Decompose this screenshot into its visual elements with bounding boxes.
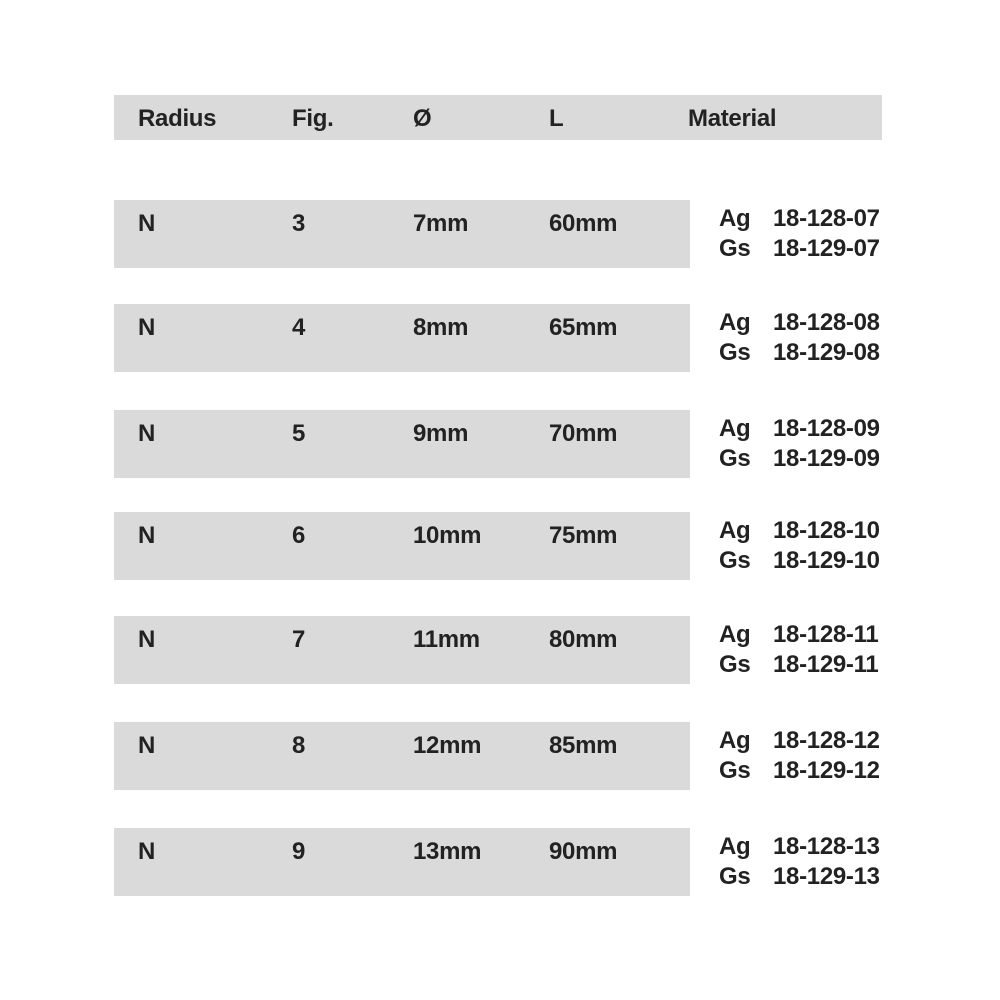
material-code: Ag [719, 727, 751, 754]
material-code: Ag [719, 833, 751, 860]
cell-fig: 5 [292, 420, 306, 447]
material-code: Gs [719, 863, 751, 890]
material-number: 18-128-11 [773, 621, 879, 648]
cell-diameter: 11mm [413, 626, 480, 653]
table-row [114, 722, 884, 790]
table-row [114, 200, 884, 268]
cell-length: 65mm [549, 314, 618, 341]
cell-length: 70mm [549, 420, 618, 447]
cell-radius: N [138, 626, 156, 653]
material-code: Gs [719, 547, 751, 574]
material-number: 18-129-13 [773, 863, 880, 890]
material-code: Gs [719, 757, 751, 784]
material-code: Gs [719, 339, 751, 366]
cell-length: 75mm [549, 522, 618, 549]
cell-radius: N [138, 838, 156, 865]
cell-fig: 3 [292, 210, 306, 237]
header-length: L [549, 105, 564, 132]
cell-fig: 4 [292, 314, 306, 341]
material-number: 18-128-13 [773, 833, 880, 860]
header-fig: Fig. [292, 105, 334, 132]
cell-length: 80mm [549, 626, 618, 653]
cell-diameter: 13mm [413, 838, 482, 865]
material-number: 18-129-09 [773, 445, 880, 472]
cell-diameter: 8mm [413, 314, 469, 341]
material-number: 18-128-09 [773, 415, 880, 442]
material-code: Gs [719, 651, 751, 678]
material-code: Ag [719, 309, 751, 336]
material-number: 18-128-07 [773, 205, 880, 232]
material-code: Ag [719, 621, 751, 648]
material-number: 18-128-12 [773, 727, 880, 754]
cell-diameter: 7mm [413, 210, 469, 237]
cell-length: 85mm [549, 732, 618, 759]
cell-radius: N [138, 522, 156, 549]
header-material: Material [688, 105, 777, 132]
material-number: 18-129-11 [773, 651, 879, 678]
table-header [114, 95, 882, 140]
material-code: Ag [719, 205, 751, 232]
table-row [114, 304, 884, 372]
cell-fig: 7 [292, 626, 306, 653]
table-row [114, 512, 884, 580]
cell-diameter: 10mm [413, 522, 482, 549]
header-diameter: Ø [413, 105, 432, 132]
cell-radius: N [138, 732, 156, 759]
material-number: 18-128-10 [773, 517, 880, 544]
cell-radius: N [138, 314, 156, 341]
table-row [114, 410, 884, 478]
cell-radius: N [138, 210, 156, 237]
table-row [114, 828, 884, 896]
material-code: Gs [719, 235, 751, 262]
material-number: 18-129-12 [773, 757, 880, 784]
material-code: Ag [719, 415, 751, 442]
header-radius: Radius [138, 105, 217, 132]
material-code: Gs [719, 445, 751, 472]
cell-radius: N [138, 420, 156, 447]
cell-length: 60mm [549, 210, 618, 237]
material-number: 18-129-08 [773, 339, 880, 366]
cell-fig: 8 [292, 732, 306, 759]
material-number: 18-128-08 [773, 309, 880, 336]
cell-length: 90mm [549, 838, 618, 865]
material-code: Ag [719, 517, 751, 544]
cell-diameter: 12mm [413, 732, 482, 759]
cell-fig: 9 [292, 838, 306, 865]
cell-fig: 6 [292, 522, 306, 549]
material-number: 18-129-07 [773, 235, 880, 262]
material-number: 18-129-10 [773, 547, 880, 574]
cell-diameter: 9mm [413, 420, 469, 447]
table-row [114, 616, 884, 684]
